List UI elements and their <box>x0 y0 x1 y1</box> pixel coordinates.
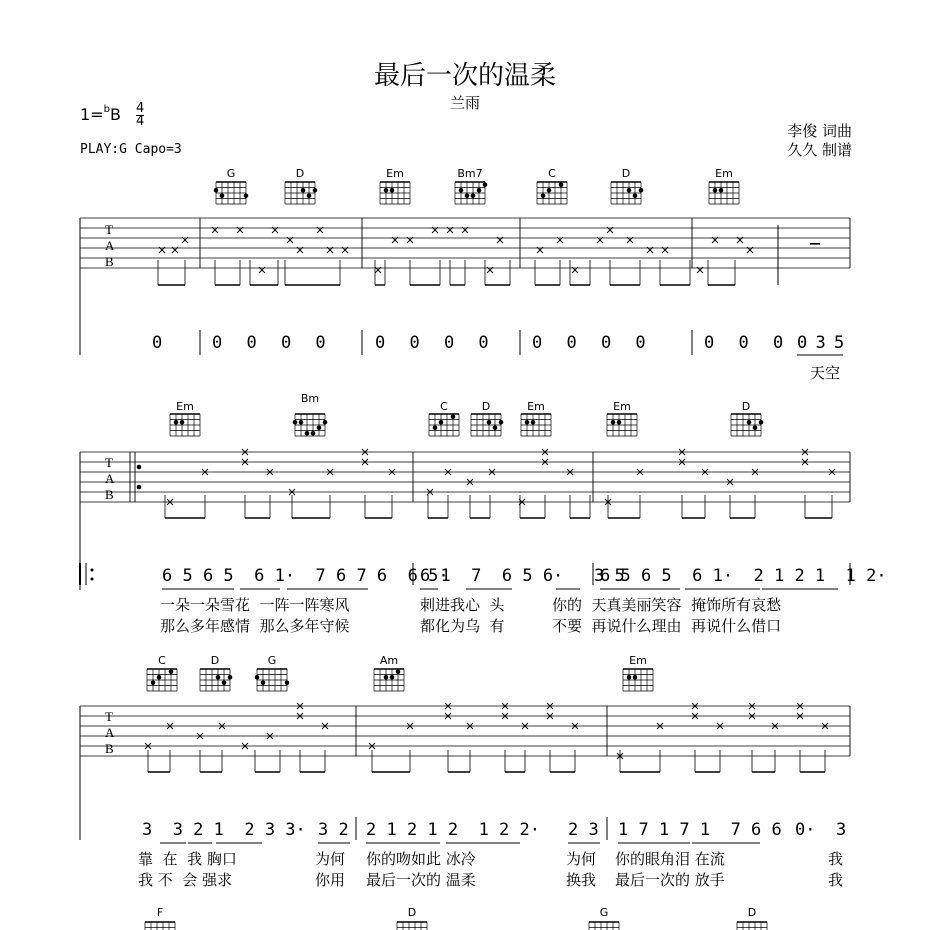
chord-name: Am <box>379 654 399 667</box>
chord-finger-dot <box>559 183 564 188</box>
chord-name: D <box>621 167 631 180</box>
chord-finger-dot <box>244 194 249 199</box>
chord-finger-dot <box>228 675 233 680</box>
chord-finger-dot <box>627 188 632 193</box>
numbered-note: 2 1 2 1 2 1 2 2· <box>366 820 540 840</box>
key-flat: b <box>103 104 110 115</box>
numbered-note: 0 0 0 0 <box>375 333 489 353</box>
numbered-note: 0· 3 <box>795 820 847 840</box>
chord-name: Em <box>176 400 194 413</box>
chord-name: Em <box>613 400 631 413</box>
numbered-note: 0 0 0 0 <box>212 333 326 353</box>
chord-finger-dot <box>451 415 456 420</box>
chord-finger-dot <box>214 188 219 193</box>
lyric-line: 天空 <box>810 364 841 382</box>
repeat-dot <box>137 465 142 470</box>
lyric-line: 你的吻如此 冰冷 <box>366 850 476 868</box>
chord-finger-dot <box>713 188 718 193</box>
chord-finger-dot <box>483 183 488 188</box>
chord-finger-dot <box>639 188 644 193</box>
time-bottom: 4 <box>136 114 145 129</box>
chord-name: Em <box>629 654 647 667</box>
rest-mark <box>810 243 820 245</box>
chord-name: F <box>156 906 164 919</box>
chord-finger-dot <box>390 188 395 193</box>
tab-letter-b: B <box>105 487 114 502</box>
lyric-line: 你的 天真美丽笑容 掩饰所有哀愁 <box>552 596 782 614</box>
chord-name: Bm7 <box>457 167 483 180</box>
numbered-note: 1 7 1 7 1 7 6 6 <box>618 820 782 840</box>
lyric-line: 不要 再说什么理由 再说什么借口 <box>552 617 782 635</box>
numbered-note: 6 1 7 6 5 6· 3 5 <box>420 566 625 586</box>
tab-letter-t: T <box>105 709 113 724</box>
chord-finger-dot <box>433 426 438 431</box>
chord-finger-dot <box>439 420 444 425</box>
lyric-line: 为何 <box>315 850 346 868</box>
chord-finger-dot <box>261 681 266 686</box>
chord-finger-dot <box>157 675 162 680</box>
lyric-line: 刺进我心 头 <box>420 596 505 614</box>
chord-name: Em <box>386 167 404 180</box>
chord-finger-dot <box>541 194 546 199</box>
chord-finger-dot <box>285 681 290 686</box>
chord-finger-dot <box>174 420 179 425</box>
chord-name: D <box>210 654 220 667</box>
chord-finger-dot <box>323 420 328 425</box>
chord-finger-dot <box>169 670 174 675</box>
chord-name: D <box>407 906 417 919</box>
numbered-note: 3 2 <box>318 820 349 840</box>
chord-finger-dot <box>499 420 504 425</box>
chord-finger-dot <box>293 420 298 425</box>
tab-letter-a: A <box>105 725 115 740</box>
chord-finger-dot <box>617 420 622 425</box>
chord-name: C <box>548 167 556 180</box>
lyric-line: 我 <box>828 871 844 889</box>
chord-finger-dot <box>487 420 492 425</box>
numbered-note: 0 3 5 <box>797 333 845 353</box>
lyric-line: 最后一次的 温柔 <box>366 871 476 889</box>
chord-finger-dot <box>525 420 530 425</box>
chord-name: G <box>267 654 277 667</box>
chord-finger-dot <box>255 675 260 680</box>
numbered-note: 3 3 2 1 2 3 3· <box>142 820 306 840</box>
tab-letter-a: A <box>105 238 115 253</box>
tab-letter-a: A <box>105 471 115 486</box>
chord-finger-dot <box>477 188 482 193</box>
chord-finger-dot <box>222 681 227 686</box>
chord-finger-dot <box>459 188 464 193</box>
lyric-line: 那么多年感情 那么多年守候 <box>160 617 350 635</box>
lyric-line: 为何 <box>566 850 597 868</box>
chord-finger-dot <box>547 188 552 193</box>
key-note: B <box>109 105 121 124</box>
tab-letter-t: T <box>105 455 113 470</box>
chord-finger-dot <box>180 420 185 425</box>
lyric-line: 最后一次的 放手 <box>615 871 725 889</box>
chord-finger-dot <box>396 670 401 675</box>
chord-name: D <box>747 906 757 919</box>
chord-finger-dot <box>216 675 221 680</box>
lyric-line: 都化为乌 有 <box>420 617 505 635</box>
numbered-note: 0 0 0 0 <box>532 333 646 353</box>
numbered-note: 6 5 6 5 6 1· 2 1 2 1 1 2· <box>600 566 887 586</box>
chord-finger-dot <box>299 420 304 425</box>
chord-name: Em <box>527 400 545 413</box>
numbered-note: 0 <box>152 333 163 353</box>
lyric-line: 你用 <box>315 871 346 889</box>
chord-name: D <box>481 400 491 413</box>
tab-letter-b: B <box>105 254 114 269</box>
time-top: 4 <box>136 101 145 116</box>
numbered-note: 6 5 6 5 6 1· 7 6 7 6 6 5· <box>162 566 449 586</box>
play-info: PLAY:G Capo=3 <box>80 142 182 157</box>
key-prefix: 1= <box>80 105 104 124</box>
lyric-line: 我 <box>828 850 844 868</box>
chord-name: D <box>741 400 751 413</box>
chord-finger-dot <box>719 188 724 193</box>
chord-name: C <box>158 654 166 667</box>
chord-name: G <box>226 167 236 180</box>
chord-finger-dot <box>305 431 310 436</box>
chord-name: Bm <box>300 392 320 405</box>
lyric-line: 靠 在 我 胸口 <box>138 850 237 868</box>
lyric-line: 你的眼角泪 在流 <box>615 850 725 868</box>
chord-finger-dot <box>493 426 498 431</box>
credit-lyricist: 李俊 词曲 <box>787 122 852 140</box>
chord-name: C <box>440 400 448 413</box>
chord-finger-dot <box>301 188 306 193</box>
tab-letter-t: T <box>105 222 113 237</box>
chord-finger-dot <box>471 194 476 199</box>
repeat-dot <box>91 569 94 572</box>
chord-finger-dot <box>313 188 318 193</box>
chord-finger-dot <box>384 675 389 680</box>
chord-name: Em <box>715 167 733 180</box>
chord-finger-dot <box>390 675 395 680</box>
repeat-dot <box>137 485 142 490</box>
repeat-dot <box>91 578 94 581</box>
chord-finger-dot <box>747 420 752 425</box>
artist-name: 兰雨 <box>449 94 480 112</box>
lyric-line: 我 不 会 强求 <box>138 871 233 889</box>
chord-finger-dot <box>531 420 536 425</box>
song-title: 最后一次的温柔 <box>373 61 556 91</box>
chord-finger-dot <box>753 426 758 431</box>
numbered-note: 2 3 <box>568 820 599 840</box>
chord-finger-dot <box>759 420 764 425</box>
chord-name: D <box>295 167 305 180</box>
chord-finger-dot <box>317 426 322 431</box>
chord-finger-dot <box>151 681 156 686</box>
chord-finger-dot <box>465 194 470 199</box>
chord-finger-dot <box>611 420 616 425</box>
chord-finger-dot <box>220 194 225 199</box>
chord-finger-dot <box>633 194 638 199</box>
chord-name: G <box>599 906 609 919</box>
tab-letter-b: B <box>105 741 114 756</box>
chord-finger-dot <box>633 675 638 680</box>
chord-finger-dot <box>384 188 389 193</box>
numbered-note: 0 0 0 <box>704 333 784 353</box>
credit-arranger: 久久 制谱 <box>787 141 852 159</box>
chord-finger-dot <box>307 194 312 199</box>
lyric-line: 一朵一朵雪花 一阵一阵寒风 <box>160 596 350 614</box>
chord-finger-dot <box>627 675 632 680</box>
chord-finger-dot <box>311 431 316 436</box>
lyric-line: 换我 <box>566 871 597 889</box>
